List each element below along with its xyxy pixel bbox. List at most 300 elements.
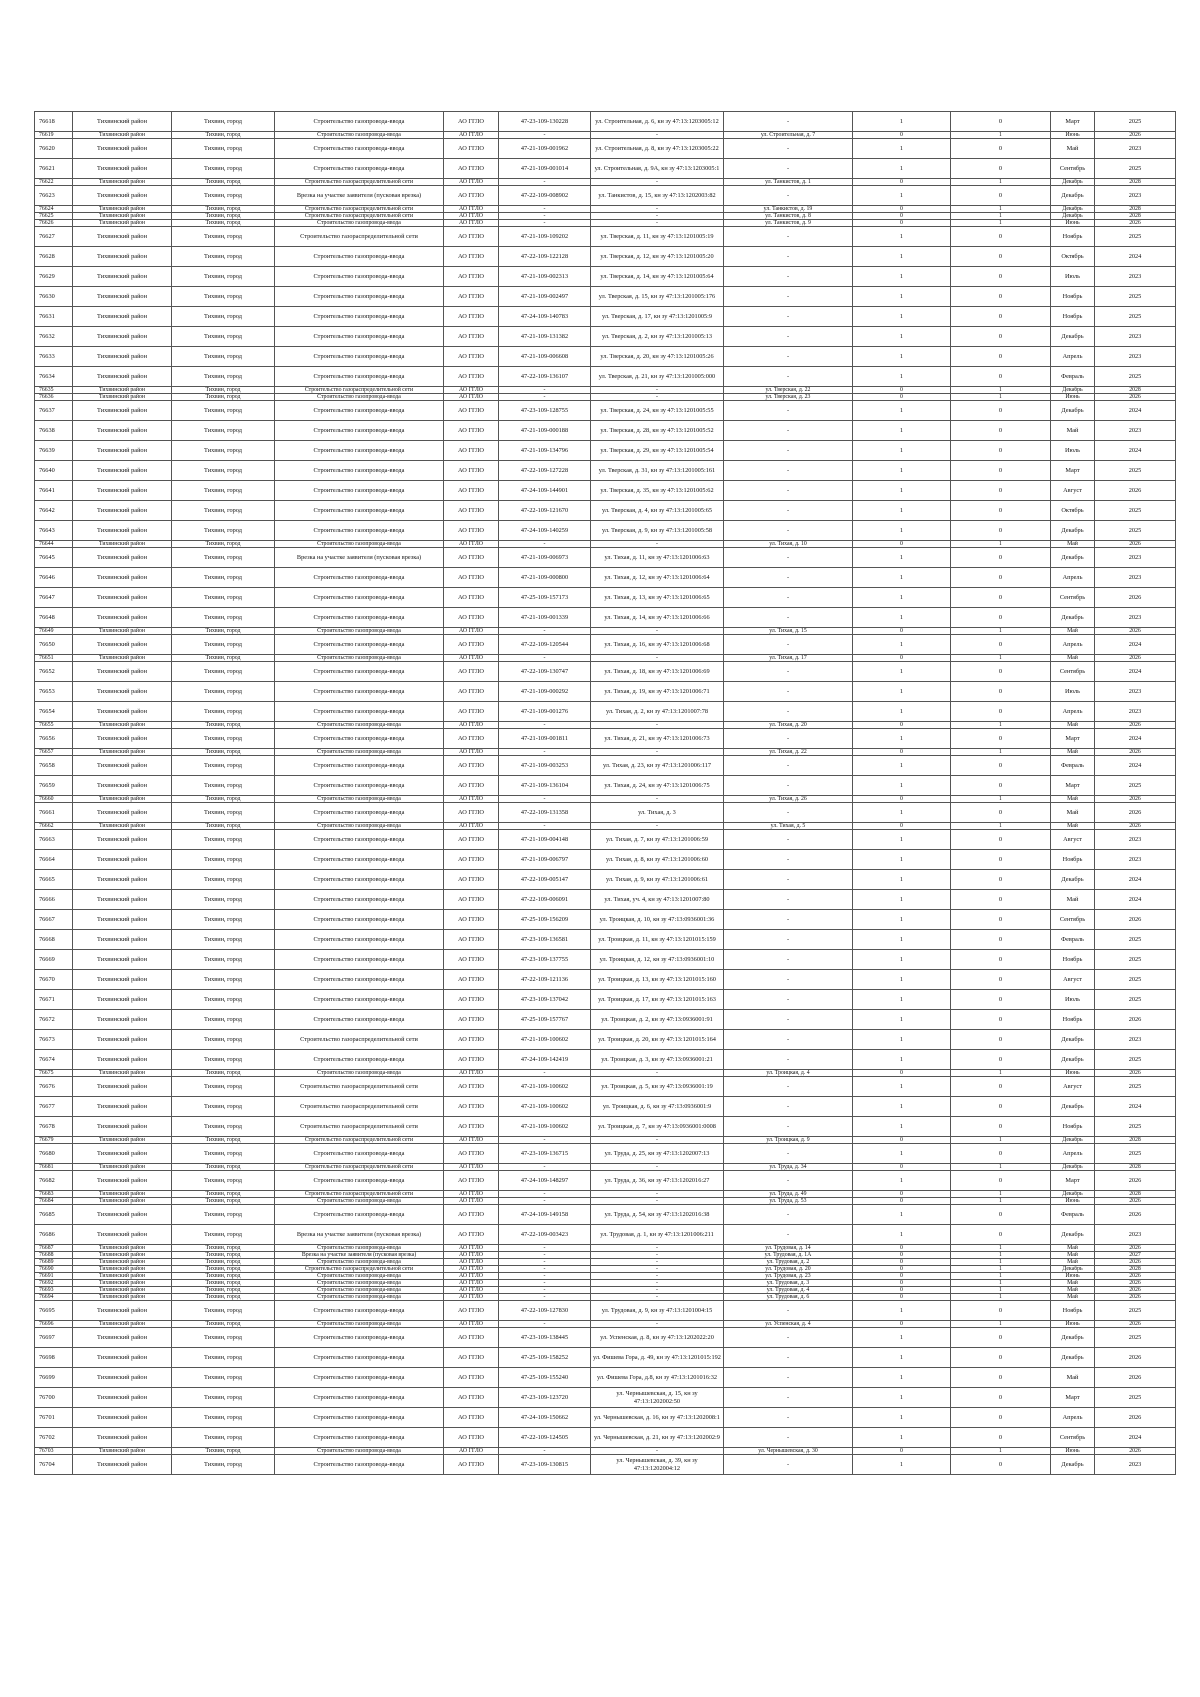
year-cell: 2026	[1095, 1294, 1176, 1301]
count-a-cell: 1	[853, 267, 951, 287]
year-cell: 2026	[1095, 541, 1176, 548]
organization-cell: АО ГГЛО	[444, 421, 499, 441]
count-b-cell: 0	[951, 139, 1051, 159]
district-cell: Тихвинский район	[73, 910, 172, 930]
count-a-cell: 1	[853, 1301, 951, 1321]
cadastral-address-cell: -	[591, 220, 724, 227]
organization-cell: АО ГГЛО	[444, 830, 499, 850]
settlement-cell: Тихвин, город	[172, 327, 275, 347]
cadastral-address-cell: ул. Фишева Гора, д. 49, кн зу 47:13:1201015:192	[591, 1348, 724, 1368]
count-b-cell: 0	[951, 1388, 1051, 1408]
count-a-cell: 1	[853, 227, 951, 247]
settlement-cell: Тихвин, город	[172, 1097, 275, 1117]
year-cell: 2023	[1095, 830, 1176, 850]
cadastral-address-cell: ул. Тихая, д. 7, кн зу 47:13:1201006:59	[591, 830, 724, 850]
count-b-cell: 0	[951, 287, 1051, 307]
district-cell: Тихвинский район	[73, 930, 172, 950]
district-cell: Тихвинский район	[73, 1205, 172, 1225]
month-cell: Октябрь	[1051, 501, 1095, 521]
cadastral-address-cell: ул. Тихая, д. 3	[591, 803, 724, 823]
contract-cell: 47-21-109-001276	[499, 702, 591, 722]
year-cell: 2026	[1095, 1245, 1176, 1252]
cadastral-address-cell: ул. Тверская, д. 4, кн зу 47:13:1201005:65	[591, 501, 724, 521]
district-cell: Тихвинский район	[73, 548, 172, 568]
table-row	[35, 548, 1176, 568]
month-cell: Март	[1051, 461, 1095, 481]
month-cell: Май	[1051, 139, 1095, 159]
month-cell: Декабрь	[1051, 521, 1095, 541]
settlement-cell: Тихвин, город	[172, 990, 275, 1010]
count-b-cell: 1	[951, 1266, 1051, 1273]
count-a-cell: 1	[853, 803, 951, 823]
count-a-cell: 1	[853, 1030, 951, 1050]
year-cell: 2026	[1095, 132, 1176, 139]
district-cell: Тихвинский район	[73, 1225, 172, 1245]
year-cell: 2028	[1095, 1266, 1176, 1273]
settlement-cell: Тихвин, город	[172, 220, 275, 227]
month-cell: Май	[1051, 421, 1095, 441]
count-b-cell: 1	[951, 1294, 1051, 1301]
table-row	[35, 1259, 1176, 1266]
work-type-cell: Строительство газопровода-ввода	[275, 1070, 444, 1077]
row-number: 76689	[35, 1259, 73, 1266]
work-type-cell: Строительство газопровода-ввода	[275, 950, 444, 970]
cadastral-address-cell: ул. Троицкая, д. 7, кн зу 47:13:0936001:0008	[591, 1117, 724, 1137]
year-cell: 2023	[1095, 548, 1176, 568]
count-b-cell: 0	[951, 548, 1051, 568]
count-b-cell: 1	[951, 722, 1051, 729]
contract-cell: 47-23-109-136715	[499, 1144, 591, 1164]
row-number: 76701	[35, 1408, 73, 1428]
month-cell: Март	[1051, 729, 1095, 749]
count-a-cell: 1	[853, 830, 951, 850]
cadastral-address-cell: -	[591, 796, 724, 803]
organization-cell: АО ГГЛО	[444, 749, 499, 756]
contract-cell: 47-22-109-136107	[499, 367, 591, 387]
district-cell: Тихвинский район	[73, 1368, 172, 1388]
month-cell: Декабрь	[1051, 1225, 1095, 1245]
row-number: 76663	[35, 830, 73, 850]
month-cell: Февраль	[1051, 930, 1095, 950]
district-cell: Тихвинский район	[73, 830, 172, 850]
table-row	[35, 441, 1176, 461]
row-number: 76620	[35, 139, 73, 159]
table-row	[35, 1070, 1176, 1077]
table-row	[35, 206, 1176, 213]
cadastral-address-cell: ул. Чернышевская, д. 16, кн зу 47:13:1202008:1	[591, 1408, 724, 1428]
count-a-cell: 0	[853, 1191, 951, 1198]
work-type-cell: Строительство газопровода-ввода	[275, 247, 444, 267]
contract-cell: 47-22-109-121670	[499, 501, 591, 521]
address-cell: ул. Трудовая, д. 2	[724, 1259, 853, 1266]
month-cell: Март	[1051, 1171, 1095, 1191]
row-number: 76667	[35, 910, 73, 930]
count-a-cell: 0	[853, 387, 951, 394]
address-cell: -	[724, 421, 853, 441]
address-cell: ул. Тихая, д. 15	[724, 628, 853, 635]
organization-cell: АО ГГЛО	[444, 568, 499, 588]
cadastral-address-cell: ул. Чернышевская, д. 39, кн зу 47:13:1202004:12	[591, 1455, 724, 1475]
settlement-cell: Тихвин, город	[172, 401, 275, 421]
address-cell: ул. Трудовая, д. 20	[724, 1266, 853, 1273]
table-row	[35, 729, 1176, 749]
table-row	[35, 1388, 1176, 1408]
work-type-cell: Строительство газопровода-ввода	[275, 481, 444, 501]
count-a-cell: 0	[853, 1070, 951, 1077]
count-b-cell: 1	[951, 394, 1051, 401]
district-cell: Тихвинский район	[73, 1117, 172, 1137]
work-type-cell: Строительство газопровода-ввода	[275, 682, 444, 702]
work-type-cell: Строительство газопровода-ввода	[275, 1321, 444, 1328]
settlement-cell: Тихвин, город	[172, 139, 275, 159]
row-number: 76690	[35, 1266, 73, 1273]
month-cell: Март	[1051, 1388, 1095, 1408]
cadastral-address-cell: ул. Троицкая, д. 10, кн зу 47:13:0936001:36	[591, 910, 724, 930]
district-cell: Тихвинский район	[73, 1137, 172, 1144]
cadastral-address-cell: -	[591, 1266, 724, 1273]
contract-cell: 47-21-109-001811	[499, 729, 591, 749]
row-number: 76698	[35, 1348, 73, 1368]
row-number: 76632	[35, 327, 73, 347]
address-cell: -	[724, 401, 853, 421]
settlement-cell: Тихвин, город	[172, 1287, 275, 1294]
count-b-cell: 0	[951, 635, 1051, 655]
contract-cell: -	[499, 1191, 591, 1198]
year-cell: 2025	[1095, 227, 1176, 247]
cadastral-address-cell: ул. Тихая, д. 23, кн зу 47:13:1201006:117	[591, 756, 724, 776]
address-cell: -	[724, 608, 853, 628]
organization-cell: АО ГГЛО	[444, 1070, 499, 1077]
year-cell: 2025	[1095, 1077, 1176, 1097]
count-b-cell: 0	[951, 990, 1051, 1010]
work-type-cell: Строительство газопровода-ввода	[275, 287, 444, 307]
table-row	[35, 139, 1176, 159]
row-number: 76699	[35, 1368, 73, 1388]
cadastral-address-cell: ул. Тихая, д. 2, кн зу 47:13:1201007:78	[591, 702, 724, 722]
count-b-cell: 0	[951, 1010, 1051, 1030]
district-cell: Тихвинский район	[73, 186, 172, 206]
contract-cell: 47-22-109-005147	[499, 870, 591, 890]
organization-cell: АО ГГЛО	[444, 1117, 499, 1137]
contract-cell: 47-21-109-100602	[499, 1077, 591, 1097]
district-cell: Тихвинский район	[73, 796, 172, 803]
organization-cell: АО ГГЛО	[444, 1225, 499, 1245]
count-b-cell: 1	[951, 1245, 1051, 1252]
count-b-cell: 1	[951, 1273, 1051, 1280]
month-cell: Апрель	[1051, 1144, 1095, 1164]
count-a-cell: 0	[853, 1448, 951, 1455]
year-cell: 2026	[1095, 481, 1176, 501]
district-cell: Тихвинский район	[73, 461, 172, 481]
table-row	[35, 930, 1176, 950]
table-row	[35, 1205, 1176, 1225]
count-a-cell: 1	[853, 1144, 951, 1164]
work-type-cell: Строительство газопровода-ввода	[275, 870, 444, 890]
year-cell: 2026	[1095, 796, 1176, 803]
year-cell: 2023	[1095, 327, 1176, 347]
row-number: 76661	[35, 803, 73, 823]
district-cell: Тихвинский район	[73, 267, 172, 287]
table-row	[35, 1408, 1176, 1428]
work-type-cell: Строительство газопровода-ввода	[275, 776, 444, 796]
contract-cell: 47-21-109-002497	[499, 287, 591, 307]
year-cell: 2025	[1095, 1388, 1176, 1408]
work-type-cell: Врезка на участке заявителя (пусковая врезка)	[275, 186, 444, 206]
settlement-cell: Тихвин, город	[172, 347, 275, 367]
district-cell: Тихвинский район	[73, 1301, 172, 1321]
cadastral-address-cell: ул. Строительная, д. 6, кн зу 47:13:1203005:12	[591, 112, 724, 132]
year-cell: 2026	[1095, 1171, 1176, 1191]
month-cell: Декабрь	[1051, 401, 1095, 421]
organization-cell: АО ГГЛО	[444, 1171, 499, 1191]
count-a-cell: 1	[853, 401, 951, 421]
count-a-cell: 1	[853, 112, 951, 132]
count-b-cell: 0	[951, 367, 1051, 387]
settlement-cell: Тихвин, город	[172, 910, 275, 930]
table-row	[35, 608, 1176, 628]
cadastral-address-cell: ул. Труда, д. 25, кн зу 47:13:1202007:13	[591, 1144, 724, 1164]
settlement-cell: Тихвин, город	[172, 1301, 275, 1321]
month-cell: Апрель	[1051, 1408, 1095, 1428]
table-row	[35, 401, 1176, 421]
settlement-cell: Тихвин, город	[172, 1171, 275, 1191]
row-number: 76697	[35, 1328, 73, 1348]
address-cell: -	[724, 950, 853, 970]
work-type-cell: Строительство газопровода-ввода	[275, 394, 444, 401]
month-cell: Декабрь	[1051, 1030, 1095, 1050]
district-cell: Тихвинский район	[73, 655, 172, 662]
organization-cell: АО ГГЛО	[444, 722, 499, 729]
contract-cell: -	[499, 1259, 591, 1266]
month-cell: Май	[1051, 796, 1095, 803]
row-number: 76683	[35, 1191, 73, 1198]
year-cell: 2025	[1095, 990, 1176, 1010]
table-row	[35, 910, 1176, 930]
count-a-cell: 0	[853, 722, 951, 729]
count-b-cell: 1	[951, 220, 1051, 227]
row-number: 76702	[35, 1428, 73, 1448]
count-a-cell: 1	[853, 608, 951, 628]
count-a-cell: 1	[853, 1348, 951, 1368]
count-b-cell: 0	[951, 608, 1051, 628]
count-b-cell: 0	[951, 1348, 1051, 1368]
contract-cell: 47-22-109-003423	[499, 1225, 591, 1245]
work-type-cell: Строительство газораспределительной сети	[275, 1030, 444, 1050]
district-cell: Тихвинский район	[73, 159, 172, 179]
organization-cell: АО ГГЛО	[444, 186, 499, 206]
table-row	[35, 1280, 1176, 1287]
district-cell: Тихвинский район	[73, 1321, 172, 1328]
month-cell: Май	[1051, 1252, 1095, 1259]
settlement-cell: Тихвин, город	[172, 749, 275, 756]
settlement-cell: Тихвин, город	[172, 930, 275, 950]
count-b-cell: 0	[951, 910, 1051, 930]
address-cell: -	[724, 729, 853, 749]
contract-cell: -	[499, 1252, 591, 1259]
year-cell: 2026	[1095, 1273, 1176, 1280]
row-number: 76671	[35, 990, 73, 1010]
table-row	[35, 1164, 1176, 1171]
month-cell: Сентябрь	[1051, 662, 1095, 682]
contract-cell: 47-21-109-001339	[499, 608, 591, 628]
contract-cell: 47-24-109-149158	[499, 1205, 591, 1225]
month-cell: Март	[1051, 776, 1095, 796]
count-a-cell: 1	[853, 850, 951, 870]
count-b-cell: 0	[951, 1301, 1051, 1321]
count-b-cell: 0	[951, 481, 1051, 501]
organization-cell: АО ГГЛО	[444, 1077, 499, 1097]
month-cell: Ноябрь	[1051, 227, 1095, 247]
cadastral-address-cell: -	[591, 749, 724, 756]
address-cell: -	[724, 1225, 853, 1245]
work-type-cell: Строительство газораспределительной сети	[275, 387, 444, 394]
row-number: 76619	[35, 132, 73, 139]
contract-cell: 47-21-109-134796	[499, 441, 591, 461]
organization-cell: АО ГГЛО	[444, 401, 499, 421]
district-cell: Тихвинский район	[73, 1030, 172, 1050]
count-b-cell: 1	[951, 206, 1051, 213]
cadastral-address-cell: ул. Троицкая, д. 6, кн зу 47:13:0936001:9	[591, 1097, 724, 1117]
count-a-cell: 0	[853, 1137, 951, 1144]
count-b-cell: 0	[951, 970, 1051, 990]
count-a-cell: 0	[853, 1280, 951, 1287]
settlement-cell: Тихвин, город	[172, 1070, 275, 1077]
month-cell: Декабрь	[1051, 1455, 1095, 1475]
organization-cell: АО ГГЛО	[444, 662, 499, 682]
cadastral-address-cell: ул. Троицкая, д. 13, кн зу 47:13:1201015:160	[591, 970, 724, 990]
month-cell: Октябрь	[1051, 247, 1095, 267]
address-cell: ул. Труда, д. 34	[724, 1164, 853, 1171]
address-cell: -	[724, 890, 853, 910]
year-cell: 2025	[1095, 776, 1176, 796]
organization-cell: АО ГГЛО	[444, 930, 499, 950]
address-cell: ул. Трудовая, д. 3	[724, 1280, 853, 1287]
count-a-cell: 0	[853, 220, 951, 227]
table-row	[35, 1348, 1176, 1368]
settlement-cell: Тихвин, город	[172, 1259, 275, 1266]
row-number: 76680	[35, 1144, 73, 1164]
row-number: 76647	[35, 588, 73, 608]
document-sheet	[34, 111, 1175, 1475]
count-b-cell: 1	[951, 1198, 1051, 1205]
contract-cell: -	[499, 1273, 591, 1280]
table-row	[35, 1030, 1176, 1050]
count-b-cell: 1	[951, 1259, 1051, 1266]
cadastral-address-cell: -	[591, 1137, 724, 1144]
month-cell: Июнь	[1051, 220, 1095, 227]
work-type-cell: Строительство газопровода-ввода	[275, 1287, 444, 1294]
organization-cell: АО ГГЛО	[444, 347, 499, 367]
table-row	[35, 702, 1176, 722]
organization-cell: АО ГГЛО	[444, 179, 499, 186]
settlement-cell: Тихвин, город	[172, 1388, 275, 1408]
settlement-cell: Тихвин, город	[172, 1050, 275, 1070]
address-cell: ул. Трудовая, д. 4	[724, 1287, 853, 1294]
month-cell: Июль	[1051, 990, 1095, 1010]
settlement-cell: Тихвин, город	[172, 1245, 275, 1252]
work-type-cell: Строительство газопровода-ввода	[275, 970, 444, 990]
settlement-cell: Тихвин, город	[172, 481, 275, 501]
work-type-cell: Строительство газопровода-ввода	[275, 722, 444, 729]
address-cell: -	[724, 1077, 853, 1097]
row-number: 76648	[35, 608, 73, 628]
month-cell: Декабрь	[1051, 1328, 1095, 1348]
cadastral-address-cell: -	[591, 722, 724, 729]
cadastral-address-cell: -	[591, 1321, 724, 1328]
contract-cell: 47-22-109-127228	[499, 461, 591, 481]
count-b-cell: 0	[951, 186, 1051, 206]
month-cell: Декабрь	[1051, 179, 1095, 186]
district-cell: Тихвинский район	[73, 1171, 172, 1191]
year-cell: 2023	[1095, 421, 1176, 441]
district-cell: Тихвинский район	[73, 1287, 172, 1294]
contract-cell: 47-23-109-137755	[499, 950, 591, 970]
contract-cell: 47-23-109-128755	[499, 401, 591, 421]
cadastral-address-cell: ул. Тихая, уч. 4, кн зу 47:13:1201007:80	[591, 890, 724, 910]
count-b-cell: 0	[951, 401, 1051, 421]
cadastral-address-cell: -	[591, 1287, 724, 1294]
work-type-cell: Строительство газопровода-ввода	[275, 850, 444, 870]
district-cell: Тихвинский район	[73, 220, 172, 227]
cadastral-address-cell: ул. Тверская, д. 29, кн зу 47:13:1201005:54	[591, 441, 724, 461]
count-a-cell: 1	[853, 1171, 951, 1191]
cadastral-address-cell: ул. Троицкая, д. 5, кн зу 47:13:0936001:19	[591, 1077, 724, 1097]
year-cell: 2025	[1095, 159, 1176, 179]
cadastral-address-cell: -	[591, 1198, 724, 1205]
work-type-cell: Строительство газораспределительной сети	[275, 179, 444, 186]
work-type-cell: Строительство газопровода-ввода	[275, 662, 444, 682]
address-cell: -	[724, 441, 853, 461]
month-cell: Май	[1051, 1245, 1095, 1252]
count-b-cell: 0	[951, 227, 1051, 247]
district-cell: Тихвинский район	[73, 568, 172, 588]
cadastral-address-cell: ул. Тверская, д. 11, кн зу 47:13:1201005:19	[591, 227, 724, 247]
table-row	[35, 1287, 1176, 1294]
count-a-cell: 0	[853, 1245, 951, 1252]
organization-cell: АО ГГЛО	[444, 729, 499, 749]
row-number: 76652	[35, 662, 73, 682]
table-row	[35, 890, 1176, 910]
table-row	[35, 803, 1176, 823]
row-number: 76621	[35, 159, 73, 179]
address-cell: -	[724, 1050, 853, 1070]
year-cell: 2025	[1095, 287, 1176, 307]
count-a-cell: 0	[853, 1252, 951, 1259]
table-row	[35, 287, 1176, 307]
address-cell: ул. Трудовая, д. 14	[724, 1245, 853, 1252]
organization-cell: АО ГГЛО	[444, 1428, 499, 1448]
table-row	[35, 1455, 1176, 1475]
count-a-cell: 1	[853, 481, 951, 501]
contract-cell: -	[499, 1070, 591, 1077]
cadastral-address-cell: ул. Трудовая, д. 9, кн зу 47:13:1201004:15	[591, 1301, 724, 1321]
address-cell: -	[724, 367, 853, 387]
settlement-cell: Тихвин, город	[172, 521, 275, 541]
month-cell: Декабрь	[1051, 206, 1095, 213]
work-type-cell: Строительство газопровода-ввода	[275, 830, 444, 850]
year-cell: 2026	[1095, 1321, 1176, 1328]
month-cell: Апрель	[1051, 702, 1095, 722]
work-type-cell: Строительство газопровода-ввода	[275, 541, 444, 548]
row-number: 76679	[35, 1137, 73, 1144]
count-b-cell: 0	[951, 521, 1051, 541]
month-cell: Июль	[1051, 682, 1095, 702]
count-b-cell: 0	[951, 588, 1051, 608]
settlement-cell: Тихвин, город	[172, 1010, 275, 1030]
district-cell: Тихвинский район	[73, 179, 172, 186]
cadastral-address-cell: ул. Тверская, д. 15, кн зу 47:13:1201005:176	[591, 287, 724, 307]
year-cell: 2023	[1095, 608, 1176, 628]
